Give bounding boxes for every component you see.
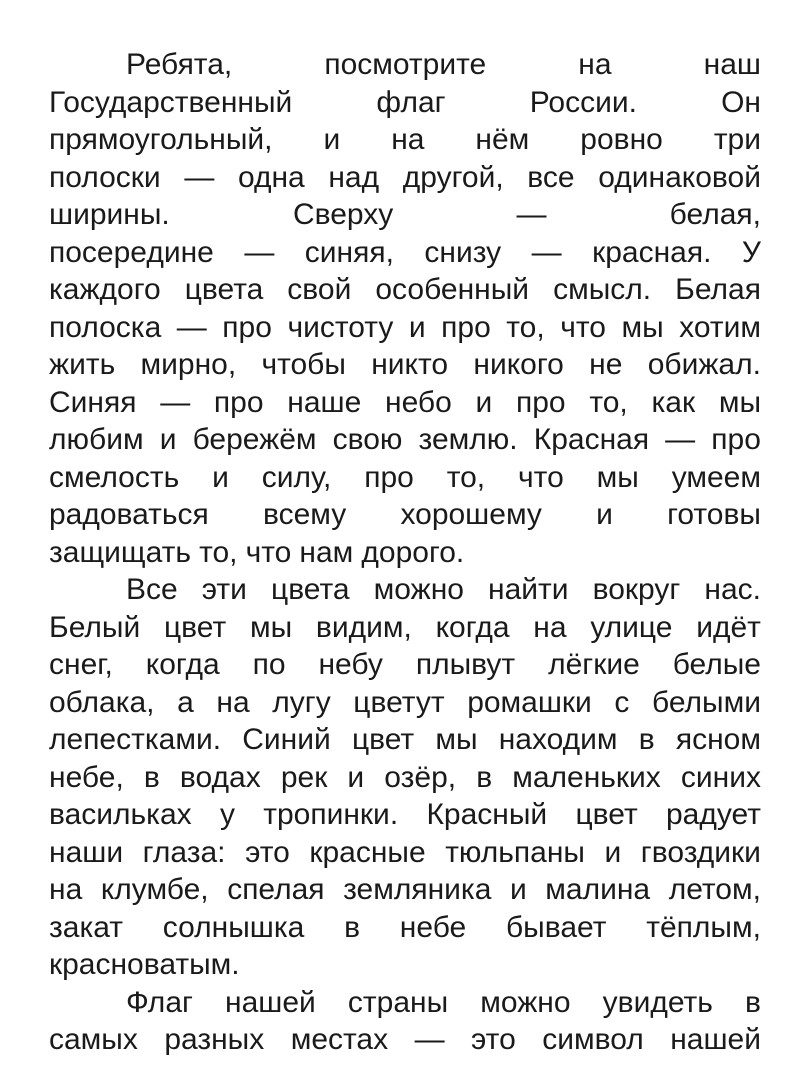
word: полоска <box>49 310 162 344</box>
word: мирно, <box>140 348 237 381</box>
word: Красный <box>426 798 548 831</box>
word: над <box>328 160 380 194</box>
word: другой, <box>402 160 504 194</box>
word: красная. <box>592 235 712 269</box>
word: в <box>476 760 493 794</box>
word: снег, <box>49 648 113 681</box>
word: синих <box>680 760 761 794</box>
word: посмотрите <box>324 48 487 81</box>
word: цвета <box>271 573 350 606</box>
word: лугу <box>272 685 331 719</box>
word: и <box>475 385 493 419</box>
word: землю. <box>418 423 518 456</box>
word: Флаг <box>126 985 193 1019</box>
word: готовы <box>667 498 761 531</box>
word: — <box>665 423 696 456</box>
word: гвоздики <box>640 835 761 869</box>
word: мы <box>249 610 293 644</box>
word: когда <box>435 610 510 644</box>
word: в <box>344 910 361 944</box>
word: и <box>509 873 527 906</box>
word: силу, <box>261 460 332 494</box>
word: на <box>578 48 612 81</box>
word: закат <box>49 910 123 944</box>
word: смысл. <box>553 273 652 306</box>
word: тюльпаны <box>445 835 585 869</box>
text-line <box>49 721 761 759</box>
word: никто <box>371 348 449 381</box>
word: у <box>219 798 235 831</box>
word: и <box>159 423 177 456</box>
text-line <box>49 909 761 947</box>
word: самых <box>49 1023 138 1056</box>
word: спелая <box>227 873 325 906</box>
word: озёр, <box>384 760 457 794</box>
text-line <box>49 609 761 647</box>
word: васильках <box>49 798 192 831</box>
text-line <box>49 534 761 572</box>
word: про <box>441 310 491 344</box>
word: — <box>160 385 191 419</box>
text-line <box>49 384 761 422</box>
word: ясном <box>675 723 761 756</box>
word: нём <box>475 123 530 156</box>
word: нам <box>299 535 354 569</box>
word: на <box>391 123 425 156</box>
word: свой <box>287 273 352 306</box>
word: посередине <box>49 235 214 269</box>
text-line <box>49 871 761 909</box>
word: хорошему <box>400 498 542 531</box>
word: одна <box>237 160 305 194</box>
word: ромашки <box>467 685 592 719</box>
word: свою <box>332 423 403 456</box>
text-line <box>49 234 761 272</box>
word: как <box>651 385 696 419</box>
word: мы <box>621 310 664 344</box>
word: найти <box>488 573 569 606</box>
word: Он <box>721 85 761 119</box>
text-line <box>49 271 761 309</box>
word: чтобы <box>261 348 346 381</box>
word: местах <box>290 1023 389 1056</box>
word: увидеть <box>602 985 713 1019</box>
word: жить <box>49 348 116 381</box>
word: идёт <box>696 610 761 644</box>
word: красные <box>309 835 426 869</box>
word: три <box>713 123 761 156</box>
word: нас. <box>704 573 761 606</box>
text-line <box>49 159 761 197</box>
word: одинаковой <box>598 160 761 194</box>
word: солнышка <box>162 910 305 944</box>
text-line <box>49 46 761 84</box>
word: цветут <box>353 685 445 719</box>
word: мы <box>718 385 761 419</box>
word: Государственный <box>49 85 293 119</box>
word: радует <box>666 798 761 831</box>
word: можно <box>373 573 464 606</box>
word: — <box>531 235 562 269</box>
word: Ребята, <box>126 48 233 81</box>
word: что <box>518 460 564 494</box>
text-line <box>49 946 761 984</box>
word: что <box>560 310 606 344</box>
word: наши <box>49 835 124 869</box>
word: на <box>49 873 83 906</box>
text-line <box>49 984 761 1022</box>
word: облака, <box>49 685 155 719</box>
text-line <box>49 309 761 347</box>
word: чистоту <box>287 310 394 344</box>
word: любим <box>49 423 144 456</box>
text-line <box>49 834 761 872</box>
word: — <box>414 1023 445 1056</box>
word: когда <box>145 648 220 681</box>
word: глаза: <box>142 835 226 869</box>
document-page <box>49 46 761 1059</box>
word: маленьких <box>512 760 661 794</box>
word: Сверху <box>292 198 394 231</box>
word: защищать <box>49 535 191 569</box>
text-line <box>49 796 761 834</box>
text-line <box>49 496 761 534</box>
word: мы <box>435 723 478 756</box>
word: разных <box>164 1023 265 1056</box>
word: наш <box>703 48 761 81</box>
word: с <box>614 685 630 719</box>
word: страны <box>347 985 449 1019</box>
text-line <box>49 646 761 684</box>
word: то, <box>199 535 238 569</box>
word: цвет <box>351 723 415 756</box>
word: в <box>745 985 761 1019</box>
word: на <box>533 610 567 644</box>
word: и <box>212 460 229 494</box>
text-line <box>49 121 761 159</box>
word: символ <box>542 1023 644 1056</box>
word: мы <box>596 460 639 494</box>
word: то, <box>446 460 486 494</box>
word: Красная <box>533 423 650 456</box>
word: про <box>516 385 566 419</box>
word: малина <box>545 873 651 906</box>
word: летом, <box>668 873 761 906</box>
word: и <box>408 310 426 344</box>
word: и <box>323 123 341 156</box>
word: небе, <box>49 760 124 794</box>
text-line <box>49 459 761 497</box>
word: прямоугольный, <box>49 123 273 156</box>
text-line <box>49 571 761 609</box>
word: Белый <box>49 610 141 644</box>
paragraph <box>49 571 761 984</box>
word: можно <box>480 985 571 1019</box>
word: полоски <box>49 160 161 194</box>
word: тёплым, <box>646 910 761 944</box>
word: белая, <box>669 198 761 231</box>
word: снизу <box>424 235 502 269</box>
text-line <box>49 759 761 797</box>
word: это <box>245 835 290 869</box>
text-line <box>49 1021 761 1059</box>
word: в <box>143 760 160 794</box>
word: У <box>741 235 761 269</box>
word: особенный <box>375 273 530 306</box>
word: белыми <box>652 685 761 719</box>
word: наше <box>287 385 362 419</box>
word: цвета <box>184 273 264 306</box>
word: то, <box>506 310 545 344</box>
word: то, <box>589 385 628 419</box>
word: плывут <box>415 648 516 681</box>
word: водах <box>179 760 261 794</box>
word: это <box>471 1023 516 1056</box>
word: и <box>596 498 613 531</box>
word: Все <box>126 573 178 606</box>
text-line <box>49 421 761 459</box>
word: Синяя <box>49 385 137 419</box>
word: и <box>347 760 365 794</box>
word: все <box>527 160 575 194</box>
word: тропинки. <box>263 798 399 831</box>
word: нашей <box>225 985 316 1019</box>
word: хотим <box>679 310 761 344</box>
word: каждого <box>49 273 161 306</box>
word: рек <box>280 760 328 794</box>
text-line <box>49 684 761 722</box>
word: обижал. <box>647 348 761 381</box>
word: ширины. <box>49 198 170 231</box>
word: всему <box>263 498 347 531</box>
word: умеем <box>671 460 761 494</box>
word: белые <box>672 648 761 681</box>
word: никого <box>473 348 564 381</box>
word: красноватым. <box>49 948 240 981</box>
word: цвет <box>575 798 638 831</box>
word: клумбе, <box>100 873 209 906</box>
word: про <box>711 423 761 456</box>
word: земляника <box>343 873 492 906</box>
word: не <box>589 348 623 381</box>
word: дорого. <box>361 535 465 569</box>
word: по <box>252 648 286 681</box>
word: лёгкие <box>548 648 640 681</box>
word: — <box>184 160 215 194</box>
word: про <box>364 460 414 494</box>
word: улице <box>590 610 673 644</box>
word: небе <box>399 910 467 944</box>
word: что <box>245 535 292 569</box>
word: смелость <box>49 460 180 494</box>
word: — <box>176 310 207 344</box>
word: про <box>213 385 264 419</box>
word: России. <box>529 85 637 119</box>
word: небо <box>385 385 452 419</box>
word: бережём <box>192 423 317 456</box>
word: про <box>222 310 272 344</box>
word: бывает <box>506 910 607 944</box>
word: синяя, <box>304 235 394 269</box>
paragraph <box>49 46 761 571</box>
word: вокруг <box>592 573 681 606</box>
text-line <box>49 196 761 234</box>
text-line <box>49 346 761 384</box>
word: — <box>516 198 547 231</box>
word: небу <box>318 648 383 681</box>
word: на <box>216 685 250 719</box>
word: Белая <box>675 273 761 306</box>
word: находим <box>498 723 618 756</box>
word: и <box>604 835 622 869</box>
word: видим, <box>315 610 412 644</box>
word: эти <box>201 573 247 606</box>
word: цвет <box>163 610 227 644</box>
word: лепестками. <box>49 723 222 756</box>
word: Синий <box>242 723 331 756</box>
paragraph <box>49 984 761 1059</box>
word: а <box>177 685 194 719</box>
text-line <box>49 84 761 122</box>
word: ровно <box>580 123 663 156</box>
word: нашей <box>670 1023 761 1056</box>
word: — <box>244 235 275 269</box>
word: флаг <box>376 85 446 119</box>
word: радоваться <box>49 498 209 531</box>
word: в <box>638 723 655 756</box>
